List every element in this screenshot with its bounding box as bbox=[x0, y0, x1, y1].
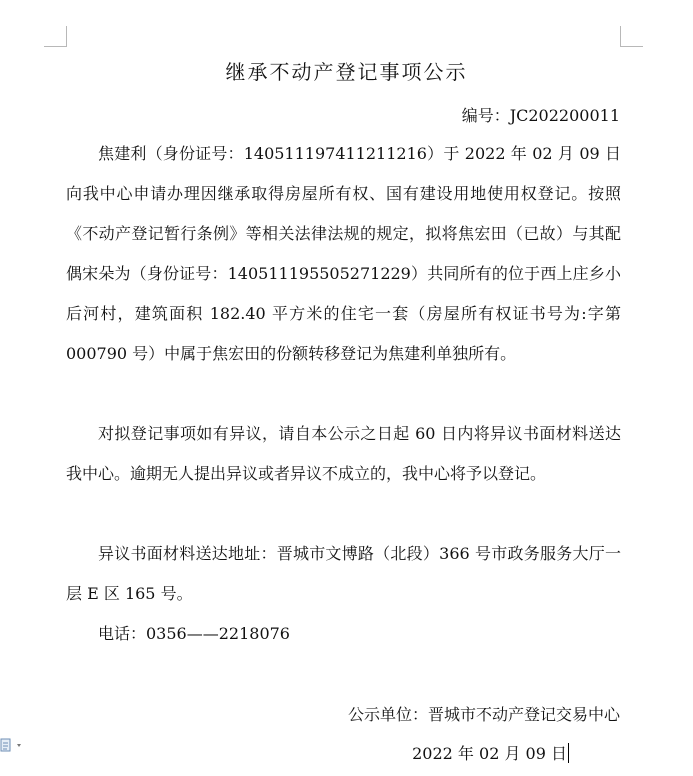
issue-date: 2022 年 02 月 09 日 bbox=[412, 744, 567, 763]
text-cursor bbox=[568, 743, 569, 763]
paragraph-objection: 对拟登记事项如有异议，请自本公示之日起 60 日内将异议书面材料送达我中心。逾期无人提出异议或者异议不成立的，我中心将予以登记。 bbox=[66, 424, 621, 483]
paragraph-application: 焦建利（身份证号：140511197411211216）于 2022 年 02 月 09 日向我中心申请办理因继承取得房屋所有权、国有建设用地使用权登记。按照《不动产登记暂行条例》等相关法律法规的规定，拟将焦宏田（已故）与其配偶宋朵为（身份证号：140511195505271229）共同所有的位于西上庄乡小后河村，建筑面积 182.40 平方米的住宅一套（房屋所有权证书号为:字第 000790 号）中属于焦宏田的份额转移登记为焦建利单独所有。 bbox=[66, 144, 621, 363]
issuer: 公示单位：晋城市不动产登记交易中心 bbox=[347, 705, 620, 724]
paragraph-address: 异议书面材料送达地址：晋城市文博路（北段）366 号市政务服务大厅一层 E 区 165 号。 bbox=[66, 544, 621, 603]
crop-mark-top-right bbox=[620, 26, 643, 47]
paragraph-phone: 电话：0356——2218076 bbox=[98, 624, 290, 643]
serial-number: 编号：JC202200011 bbox=[461, 106, 620, 125]
date-line[interactable] bbox=[412, 741, 569, 764]
crop-mark-top-left bbox=[44, 26, 67, 47]
paste-options-icon[interactable] bbox=[0, 738, 26, 754]
document-title: 继承不动产登记事项公示 bbox=[225, 60, 468, 84]
